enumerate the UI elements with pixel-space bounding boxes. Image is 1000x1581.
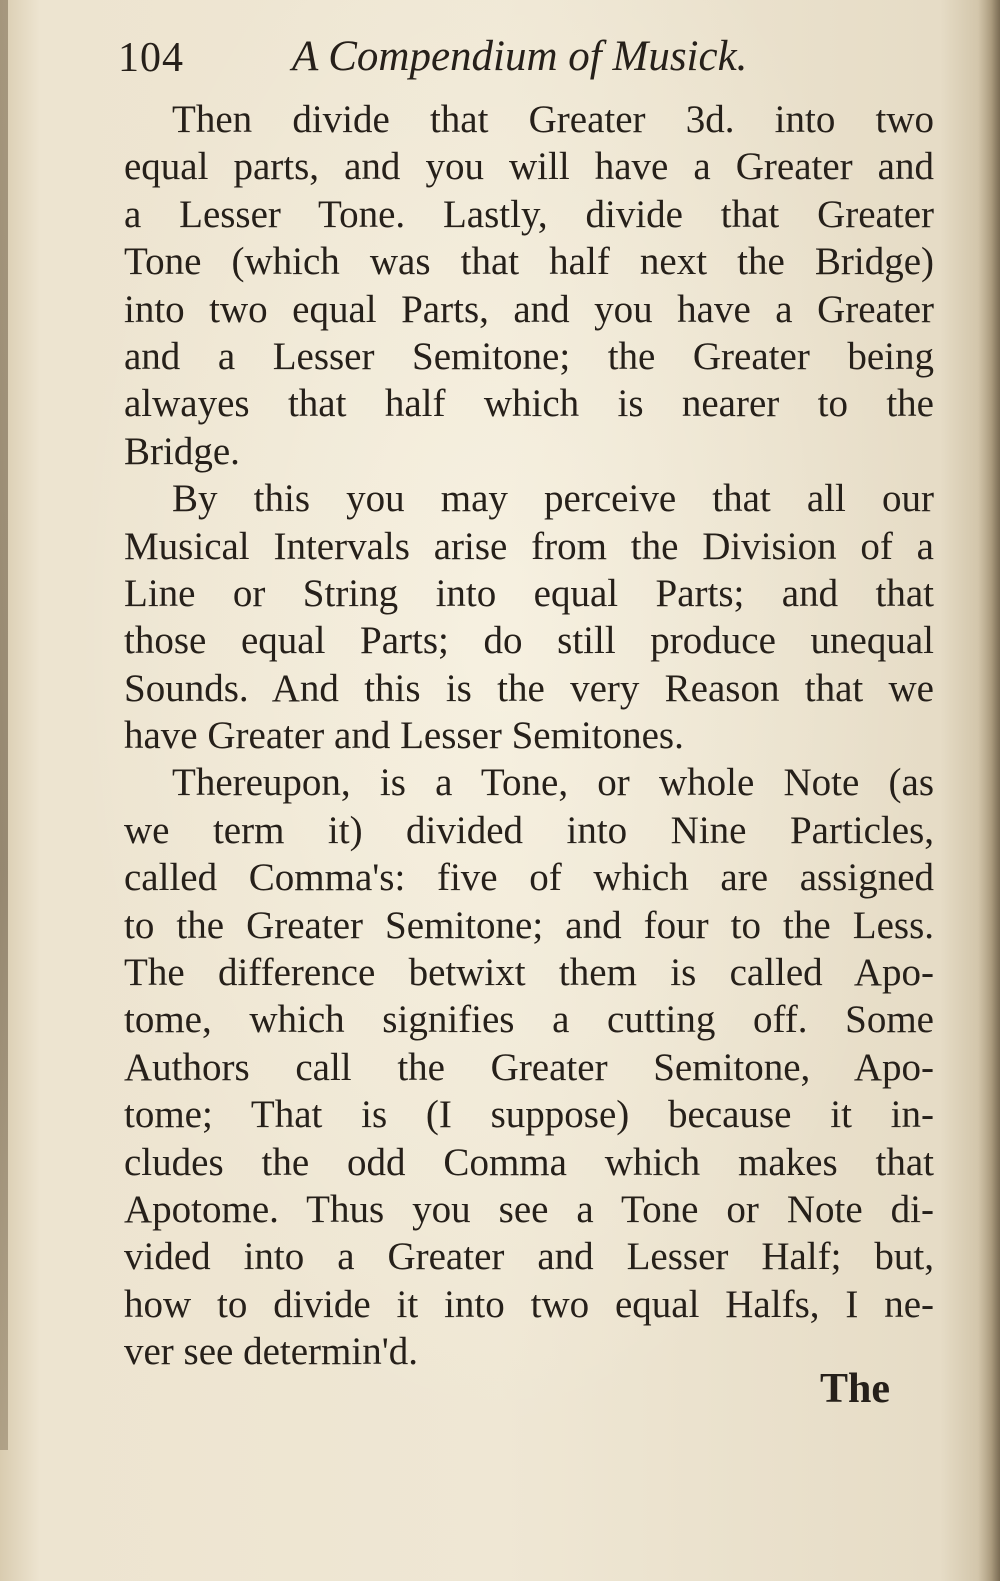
text-line-content: Apotome. Thus you see a Tone or Note di- [124,1187,934,1231]
text-line [124,570,934,617]
page-number: 104 [118,35,184,81]
text-line-content: Thereupon, is a Tone, or whole Note (as [172,761,934,805]
text-line [124,854,934,901]
text-line [124,1186,934,1233]
text-line-content: By this you may perceive that all our [172,477,934,521]
text-line-content: Bridge. [124,429,240,473]
text-line [124,143,934,190]
text-line-content: Line or String into equal Parts; and that [124,571,934,615]
text-line-content: vided into a Greater and Lesser Half; but, [124,1235,934,1279]
text-line [124,1091,934,1138]
text-line-content: Musical Intervals arise from the Division of a [124,524,934,568]
text-line [124,523,934,570]
text-line-content: cludes the odd Comma which makes that [124,1140,934,1184]
text-line [124,1328,934,1375]
text-line [124,665,934,712]
text-line [124,1281,934,1328]
text-line-content: have Greater and Lesser Semitones. [124,714,684,758]
text-line-content: a Lesser Tone. Lastly, divide that Greater [124,192,934,236]
page-left-edge [0,0,8,1450]
text-line-content: Tone (which was that half next the Bridge) [124,240,934,284]
text-line-content: into two equal Parts, and you have a Greater [124,287,934,331]
text-line [124,96,934,143]
text-line [124,949,934,996]
catchword: The [820,1366,891,1412]
text-line [124,1044,934,1091]
text-line-content: those equal Parts; do still produce unequal [124,619,934,663]
text-line [124,428,934,475]
text-line-content: Sounds. And this is the very Reason that we [124,666,934,710]
text-line [124,807,934,854]
text-line-content: tome, which signifies a cutting off. Some [124,998,934,1042]
text-line-content: we term it) divided into Nine Particles, [124,808,934,852]
text-line [124,191,934,238]
text-line-content: to the Greater Semitone; and four to the Less. [124,903,934,947]
text-line-content: called Comma's: five of which are assigned [124,856,934,900]
text-line [124,996,934,1043]
text-line [124,759,934,806]
text-line [124,902,934,949]
text-line-content: Then divide that Greater 3d. into two [172,98,934,141]
page-header [112,30,872,92]
body-text [124,96,934,1376]
text-line-content: equal parts, and you will have a Greater and [124,145,934,189]
text-line-content: Authors call the Greater Semitone, Apo- [124,1045,934,1089]
text-line [124,286,934,333]
text-line-content: and a Lesser Semitone; the Greater being [124,334,934,378]
text-line-content: The difference betwixt them is called Apo- [124,951,934,995]
text-line [124,712,934,759]
text-line-content: how to divide it into two equal Halfs, I ne- [124,1282,934,1326]
text-line [124,475,934,522]
page-gutter-shadow [978,0,1000,1581]
text-line [124,617,934,664]
text-line [124,380,934,427]
text-line [124,333,934,380]
text-line [124,1139,934,1186]
text-line-content: ver see determin'd. [124,1330,418,1374]
text-line [124,238,934,285]
text-line-content: alwayes that half which is nearer to the [124,382,934,426]
text-line [124,1233,934,1280]
text-line-content: tome; That is (I suppose) because it in- [124,1093,934,1137]
running-head: A Compendium of Musick. [292,33,748,80]
